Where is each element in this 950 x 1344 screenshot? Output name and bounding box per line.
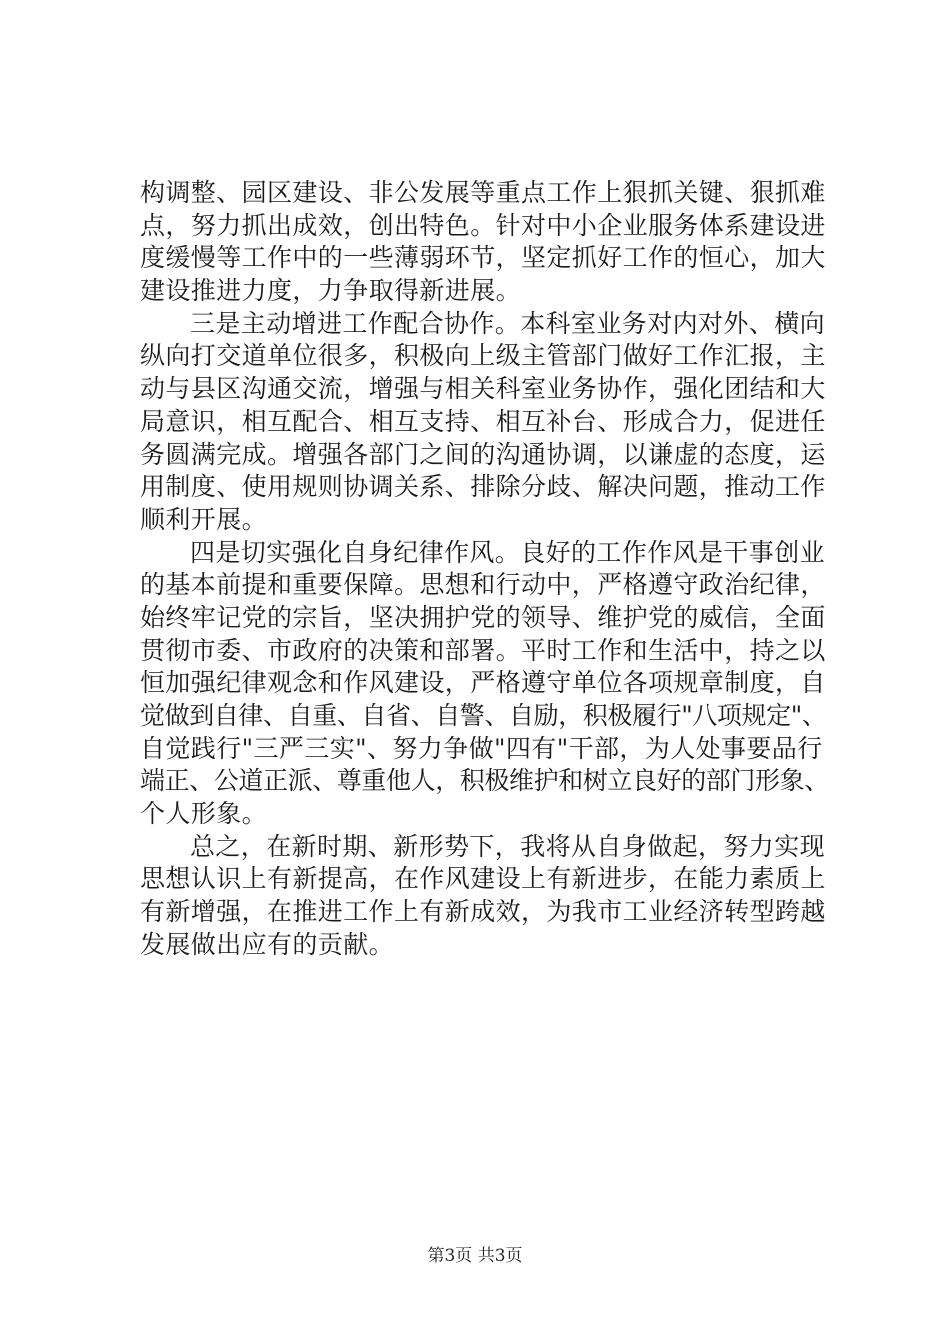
text-line: 纵向打交道单位很多，积极向上级主管部门做好工作汇报，主: [140, 341, 826, 371]
paragraph-first-line: 三是主动增进工作配合协作。本科室业务对内对外、横向: [190, 308, 826, 338]
text-line: 始终牢记党的宗旨，坚决拥护党的领导、维护党的威信，全面: [140, 602, 826, 632]
text-line: 用制度、使用规则协调关系、排除分歧、解决问题，推动工作: [140, 472, 826, 502]
text-line: 端正、公道正派、尊重他人，积极维护和树立良好的部门形象、: [140, 766, 829, 796]
text-line: 发展做出应有的贡献。: [140, 929, 395, 959]
text-line: 个人形象。: [140, 799, 268, 829]
text-line: 自觉践行"三严三实"、努力争做"四有"干部，为人处事要品行: [140, 733, 823, 763]
text-line: 建设推进力度，力争取得新进展。: [140, 276, 522, 306]
text-line: 度缓慢等工作中的一些薄弱环节，坚定抓好工作的恒心，加大: [140, 243, 826, 273]
text-line: 构调整、园区建设、非公发展等重点工作上狠抓关键、狠抓难: [140, 178, 826, 207]
text-line: 点，努力抓出成效，创出特色。针对中小企业服务体系建设进: [140, 210, 826, 240]
text-line: 务圆满完成。增强各部门之间的沟通协调，以谦虚的态度，运: [140, 439, 826, 469]
text-line: 觉做到自律、自重、自省、自警、自励，积极履行"八项规定"、: [140, 701, 827, 730]
paragraph-first-line: 总之，在新时期、新形势下，我将从自身做起，努力实现: [190, 831, 826, 861]
page-footer: 第3页 共3页: [427, 1246, 523, 1266]
text-line: 思想认识上有新提高，在作风建设上有新进步，在能力素质上: [140, 864, 826, 894]
text-line: 有新增强，在推进工作上有新成效，为我市工业经济转型跨越: [140, 897, 826, 927]
document-body: [140, 177, 830, 962]
text-line: 局意识，相互配合、相互支持、相互补台、形成合力，促进任: [140, 406, 826, 436]
text-line: 贯彻市委、市政府的决策和部署。平时工作和生活中，持之以: [140, 635, 826, 665]
text-line: 顺利开展。: [140, 504, 268, 534]
text-line: 恒加强纪律观念和作风建设，严格遵守单位各项规章制度，自: [140, 668, 826, 698]
text-line: 动与县区沟通交流，增强与相关科室业务协作，强化团结和大: [140, 374, 826, 404]
text-line: 的基本前提和重要保障。思想和行动中，严格遵守政治纪律，: [140, 570, 826, 600]
paragraph-first-line: 四是切实强化自身纪律作风。良好的工作作风是干事创业: [190, 537, 826, 567]
